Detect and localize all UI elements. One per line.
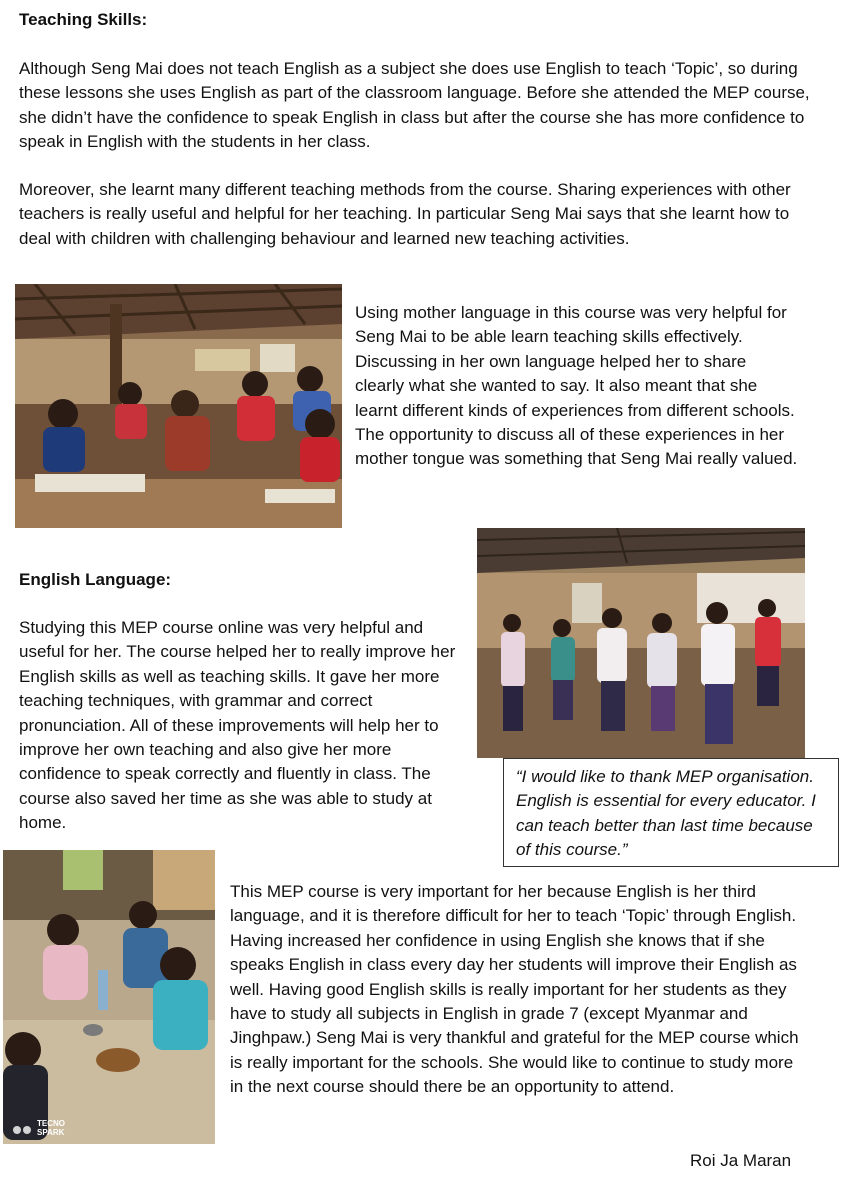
camera-watermark: TECNO SPARK (37, 1119, 65, 1137)
teaching-skills-heading: Teaching Skills: (19, 10, 148, 29)
testimonial-quote (503, 758, 839, 867)
quote-text: “I would like to thank MEP organisation. English is essential for every educator. I can teach better than last time because of this course.” (516, 767, 816, 860)
teaching-paragraph-2: Moreover, she learnt many different teaching methods from the course. Sharing experiences with other teachers is really useful and helpful for her teaching. In particular Seng Mai says that she learnt how to deal with children with challenging behaviour and learned new teaching activities. (19, 180, 791, 248)
students-standing-photo (477, 528, 805, 758)
teaching-paragraph-1: Although Seng Mai does not teach English as a subject she does use English to teach ‘Topic’, so during these lessons she uses English as part of the classroom language. Before she attended the MEP course, she didn’t have the confidence to speak English in class but after the course she has more confidence to speak in English with the students in her class. (19, 59, 810, 152)
english-language-heading: English Language: (19, 570, 172, 589)
children-activity-photo (3, 850, 215, 1144)
author-signature: Roi Ja Maran (690, 1151, 792, 1170)
english-paragraph-2: This MEP course is very important for her because English is her third language, and it is therefore difficult for her to teach ‘Topic’ through English. Having increased her confidence in using English she knows that if she speaks English in class every day her students will improve their English as well. Having good English skills is really important for her students as they have to study all subjects in English in grade 7 (except Myanmar and Jinghpaw.) Seng Mai is very thankful and grateful for the MEP course which is really important for the schools. She would like to continue to study more in the next course should there be an opportunity to attend. (230, 882, 799, 1097)
classroom-photo (15, 284, 342, 528)
teaching-paragraph-3: Using mother language in this course was very helpful for Seng Mai to be able learn teaching skills effectively. Discussing in her own language helped her to share clearly what she wanted to say. It also meant that she learnt different kinds of experiences from different schools. The opportunity to discuss all of these experiences in her mother tongue was something that Seng Mai really valued. (355, 303, 798, 469)
english-paragraph-1: Studying this MEP course online was very helpful and useful for her. The course helped her to really improve her English skills as well as teaching skills. It gave her more teaching techniques, with grammar and correct pronunciation. All of these improvements will help her to improve her own teaching and also give her more confidence to speak correctly and fluently in class. The course also saved her time as she was able to study at home. (19, 618, 456, 833)
